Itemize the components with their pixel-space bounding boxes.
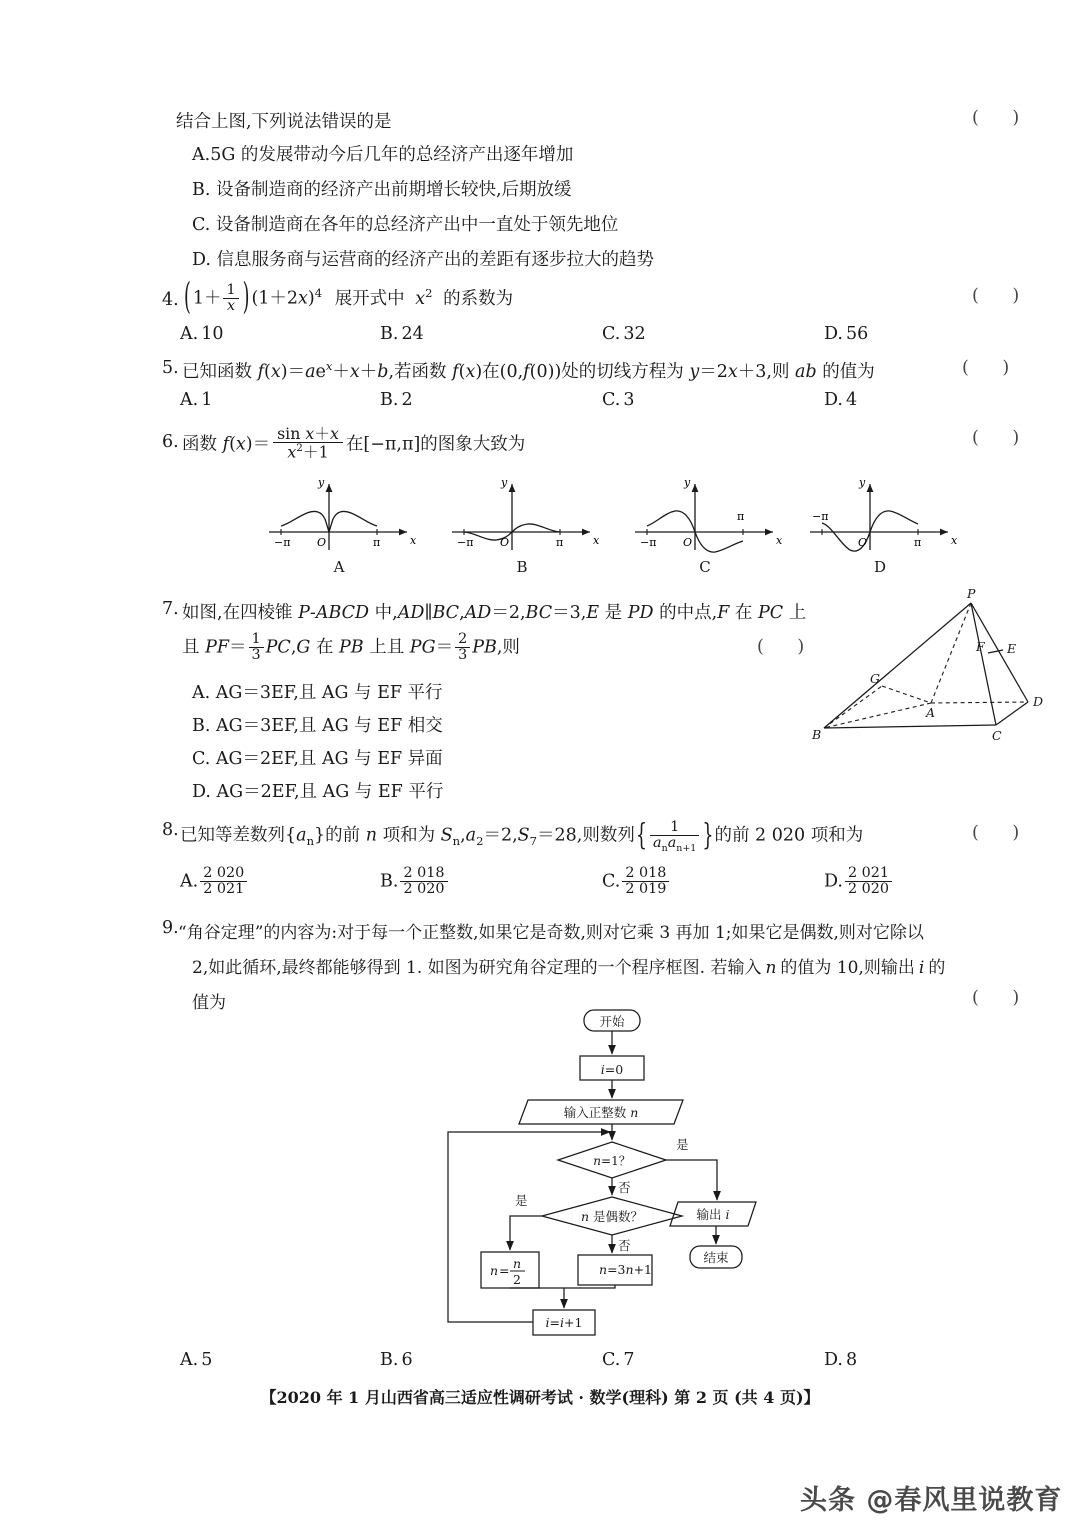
q6-c-ylabel: y <box>684 476 691 489</box>
svg-text:n: n <box>512 1256 522 1271</box>
q3-option-d[interactable]: D. 信息服务商与运营商的经济产出的差距有逐步拉大的趋势 <box>192 250 655 270</box>
q9-option-d[interactable]: D. 8 <box>824 1350 858 1370</box>
q6-b-ylabel: y <box>501 476 508 489</box>
q5-number: 5. <box>162 358 179 378</box>
q9-option-c[interactable]: C. 7 <box>602 1350 635 1370</box>
q9-option-b[interactable]: B. 6 <box>380 1350 413 1370</box>
q7-vertex-F: F <box>976 639 985 654</box>
q4-stem-tail: 展开式中 <box>334 288 405 309</box>
q7-stem-line2: 且 PF＝ $\frac{1}{3}$ PC,G 在 PB 上且 PG＝ $\frac{2}{3}$ PB,则 <box>182 631 520 664</box>
q5-stem: 已知函数 $f(x)=ae^x+x+b$,若函数 f(x)在(0,f(0))处的切线方程为 y＝2x＋3,则 ab 的值为 <box>182 359 875 382</box>
q3-option-b[interactable]: B. 设备制造商的经济产出前期增长较快,后期放缓 <box>192 180 572 200</box>
q7-option-d[interactable]: D. AG＝2EF,且 AG 与 EF 平行 <box>192 782 444 802</box>
q8-lbrace: { <box>635 818 648 853</box>
q7-pyramid-diagram <box>812 586 1052 751</box>
q8-stem: 已知等差数列$\{a_n\}$的前 n 项和为 $S_n,a_2=2,S_7=28$,则数列{ $\frac{1}{a_na_{n+1}}$ }的前 2 020 项和为 <box>180 818 864 855</box>
flow-node-inc-label: i=i+1 <box>545 1315 583 1330</box>
q8-option-a[interactable]: A. $\frac{2 020}{2 021}$ <box>180 866 249 898</box>
q9-flowchart <box>438 1002 768 1347</box>
q6-b-xtick-pi: π <box>556 536 564 549</box>
q7-fraction-one-third: $\frac{1}{3}$ <box>249 632 264 664</box>
q5-option-c[interactable]: C. 3 <box>602 390 635 410</box>
q6-b-xlabel: x <box>593 534 600 547</box>
q7-vertex-C: C <box>992 728 1002 743</box>
q5-option-b[interactable]: B. 2 <box>380 390 413 410</box>
svg-text:i=0: i=0 <box>600 1062 624 1077</box>
q4-answer-paren: ( ) <box>972 286 1034 306</box>
q3-option-a[interactable]: A.5G 的发展带动今后几年的总经济产出逐年增加 <box>192 145 574 165</box>
q4-stem-tail2: 的系数为 <box>443 288 514 309</box>
q4-stem: ( 1＋ $\frac{1}{x}$ ) $(1+2x)^4$ 展开式中 $x^2$ 的系数为 <box>184 277 514 320</box>
q6-b-origin: O <box>500 536 510 549</box>
q5-option-d[interactable]: D. 4 <box>824 390 858 410</box>
flow-node-dec2-label: n 是偶数？ <box>580 1209 644 1224</box>
q7-vertex-B: B <box>812 727 822 742</box>
q7-stem-line1: 如图,在四棱锥 P-ABCD 中,AD∥BC,AD＝2,BC＝3,E 是 PD 的中点,F 在 PC 上 <box>182 603 807 623</box>
q6-figure-b-label: B <box>516 558 528 576</box>
q8-sequence-fraction: $\frac{1}{a_na_{n+1}}$ <box>650 820 699 855</box>
q6-c-xtick-pi: π <box>737 510 745 523</box>
q6-figure-d[interactable] <box>796 470 964 576</box>
q6-d-xlabel: x <box>951 534 958 547</box>
q7-option-c[interactable]: C. AG＝2EF,且 AG 与 EF 异面 <box>192 749 443 769</box>
q4-option-b[interactable]: B. 24 <box>380 324 424 344</box>
q8-option-b[interactable]: B. $\frac{2 018}{2 020}$ <box>380 866 450 898</box>
q6-a-xtick-negpi: −π <box>274 536 291 549</box>
flow-node-dec1-label: n=1？ <box>593 1154 631 1168</box>
q7-vertex-D: D <box>1033 694 1044 709</box>
q6-figure-a-label: A <box>333 558 345 576</box>
q4-number: 4. <box>162 290 179 310</box>
q7-vertex-G: G <box>870 671 880 686</box>
q6-a-origin: O <box>317 536 327 549</box>
flow-node-start-label: 开始 <box>599 1014 625 1029</box>
q6-c-xlabel: x <box>776 534 783 547</box>
svg-text:=: = <box>499 1263 510 1278</box>
q4-rparen: ) <box>242 277 250 320</box>
q3-stem: 结合上图,下列说法错误的是 <box>176 112 392 132</box>
q6-answer-paren: ( ) <box>972 428 1034 448</box>
q8-option-c[interactable]: C. $\frac{2 018}{2 019}$ <box>602 866 671 898</box>
q4-option-d[interactable]: D. 56 <box>824 324 869 344</box>
flow-node-triple-label: n=3n+1 <box>599 1262 652 1277</box>
flow-edge-dec2-no: 否 <box>618 1238 631 1253</box>
q6-d-origin: O <box>858 536 868 549</box>
q6-c-xtick-negpi: −π <box>640 536 657 549</box>
q6-figure-group <box>255 470 965 582</box>
q7-vertex-P: P <box>967 586 976 601</box>
q6-a-xtick-pi: π <box>373 536 381 549</box>
q8-rbrace: } <box>702 818 714 853</box>
q6-figure-b[interactable] <box>438 470 606 576</box>
flow-node-input-label: 输入正整数 n <box>563 1105 639 1120</box>
svg-text:n: n <box>490 1263 499 1278</box>
q6-figure-a[interactable] <box>255 470 423 576</box>
q6-number: 6. <box>162 432 179 452</box>
svg-text:2: 2 <box>513 1272 521 1287</box>
q6-d-xtick-pi: π <box>914 536 922 549</box>
q4-option-a[interactable]: A. 10 <box>180 324 224 344</box>
q6-function-fraction: $\frac{\text{sin x＋x}}{x^2+1}$ <box>273 425 343 461</box>
q9-stem-line1: “角谷定理”的内容为:对于每一个正整数,如果它是奇数,则对它乘 3 再加 1;如果它是偶数,则对它除以 <box>178 923 924 943</box>
q8-option-d[interactable]: D. $\frac{2 021}{2 020}$ <box>824 866 894 898</box>
q6-figure-c-label: C <box>699 558 711 576</box>
q7-option-b[interactable]: B. AG＝3EF,且 AG 与 EF 相交 <box>192 716 443 736</box>
flow-node-end-label: 结束 <box>703 1250 729 1265</box>
q5-answer-paren: ( ) <box>962 358 1024 378</box>
q8-answer-paren: ( ) <box>972 823 1034 843</box>
q9-answer-paren: ( ) <box>972 988 1034 1008</box>
q4-fraction-one-over-x: $\frac{1}{x}$ <box>223 283 238 315</box>
q3-option-c[interactable]: C. 设备制造商在各年的总经济产出中一直处于领先地位 <box>192 215 619 235</box>
q6-d-ylabel: y <box>859 476 866 489</box>
q9-stem-line2: 2,如此循环,最终都能够得到 1. 如图为研究角谷定理的一个程序框图. 若输入 n 的值为 10,则输出 i 的 <box>192 958 946 978</box>
q8-number: 8. <box>162 820 179 840</box>
q6-d-xtick-negpi: −π <box>812 510 829 523</box>
q4-lparen: ( <box>184 277 191 320</box>
flow-edge-dec1-no: 否 <box>618 1180 631 1195</box>
q7-fraction-two-thirds: $\frac{2}{3}$ <box>455 632 470 664</box>
q3-answer-paren: ( ) <box>972 108 1034 128</box>
q7-vertex-A: A <box>926 705 936 720</box>
q7-answer-paren: ( ) <box>757 637 819 657</box>
q6-figure-d-label: D <box>873 558 887 576</box>
flow-node-output-label: 输出 i <box>696 1207 730 1222</box>
q7-vertex-E: E <box>1007 641 1017 656</box>
q7-option-a[interactable]: A. AG＝3EF,且 AG 与 EF 平行 <box>192 683 443 703</box>
q6-a-xlabel: x <box>410 534 417 547</box>
q6-stem: 函数 f(x)＝ $\frac{\text{sin x＋x}}{x^2+1}$ 在[−π,π]的图象大致为 <box>182 424 526 462</box>
watermark: 头条 @春风里说教育 <box>800 1485 1063 1516</box>
q6-c-origin: O <box>683 536 693 549</box>
q6-a-ylabel: y <box>318 476 325 489</box>
q9-option-a[interactable]: A. 5 <box>180 1350 213 1370</box>
q5-option-a[interactable]: A. 1 <box>180 390 213 410</box>
q9-number: 9. <box>162 918 179 938</box>
flow-edge-dec2-yes: 是 <box>515 1193 528 1208</box>
flow-edge-dec1-yes: 是 <box>676 1137 689 1152</box>
q7-number: 7. <box>162 599 179 619</box>
q4-option-c[interactable]: C. 32 <box>602 324 646 344</box>
q9-stem-line3: 值为 <box>192 993 226 1013</box>
flow-node-half-label <box>490 1256 525 1287</box>
q6-figure-c[interactable] <box>621 470 789 576</box>
q6-b-xtick-negpi: −π <box>457 536 474 549</box>
page-footer: 【2020 年 1 月山西省高三适应性调研考试 · 数学(理科) 第 2 页 (共 4 页)】 <box>260 1388 820 1407</box>
